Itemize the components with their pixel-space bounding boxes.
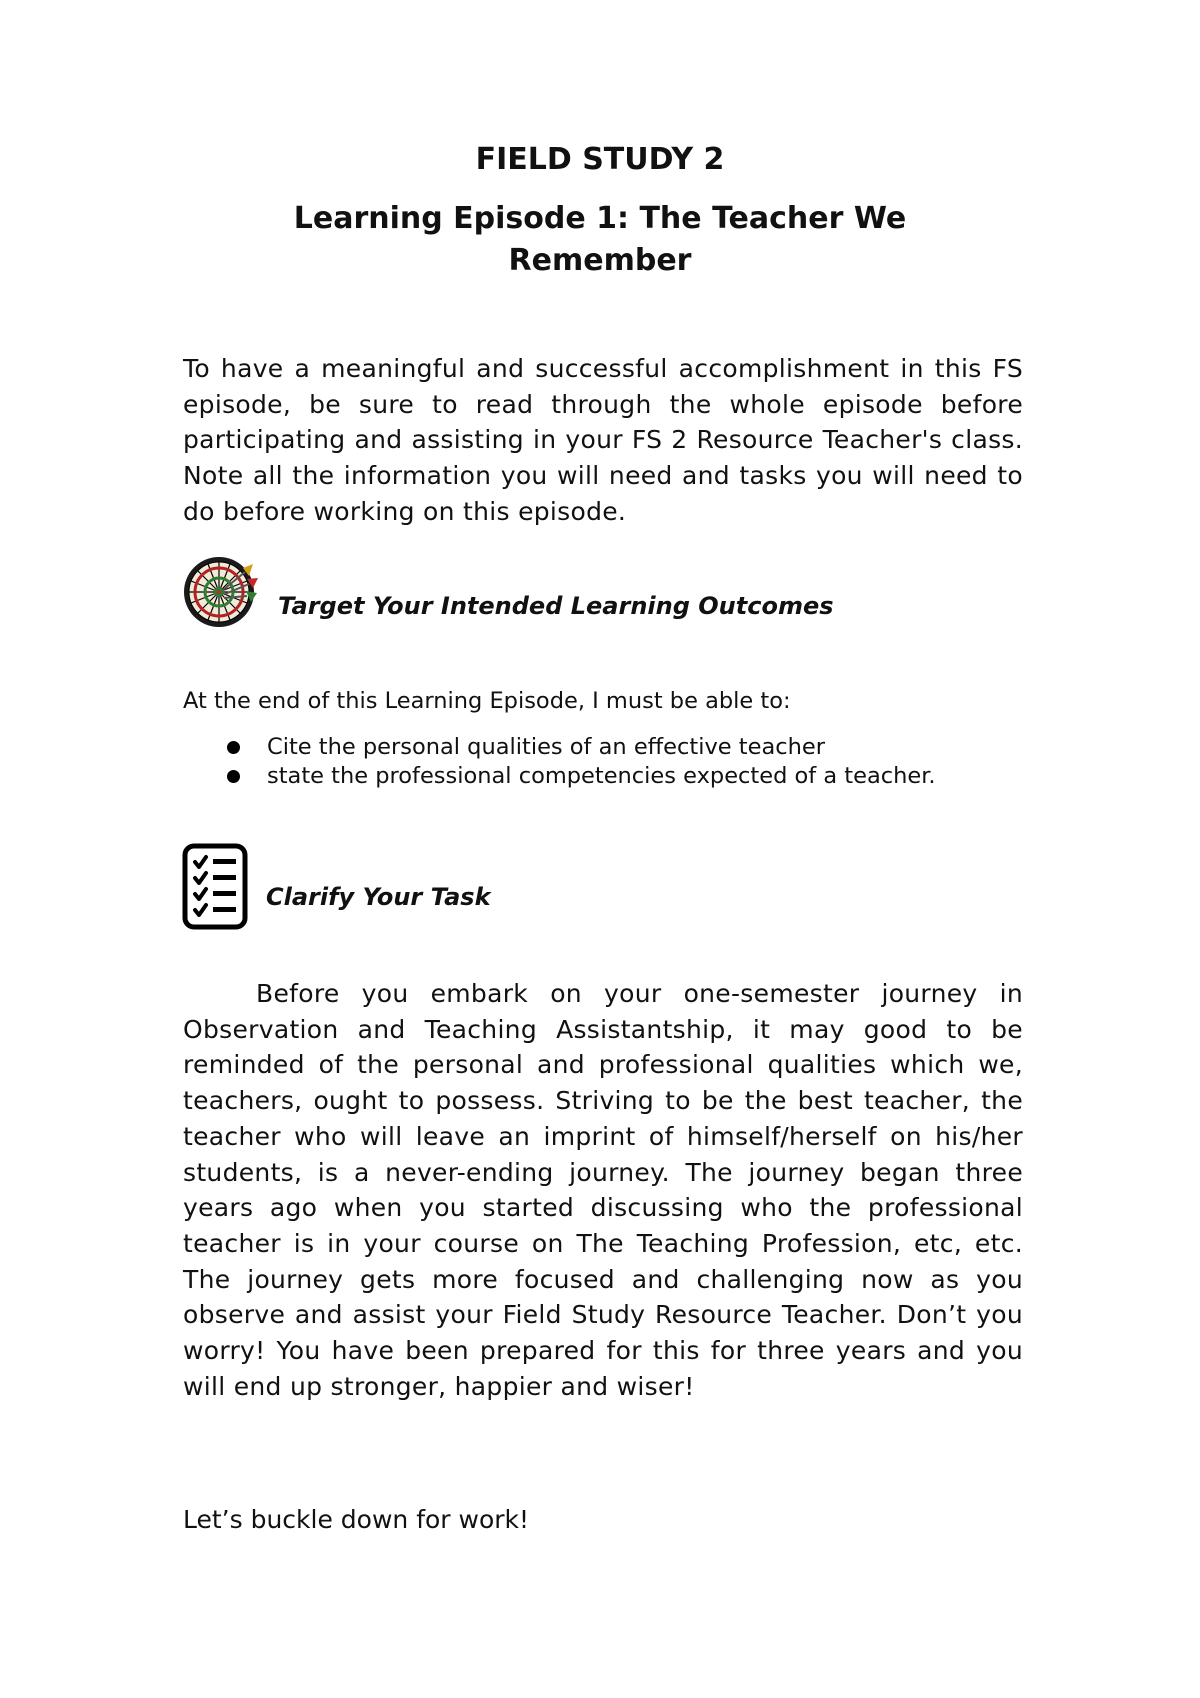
- episode-title: [0, 198, 1200, 282]
- document-title: FIELD STUDY 2: [475, 142, 725, 177]
- outcomes-lead: At the end of this Learning Episode, I must be able to:: [183, 688, 791, 714]
- outcomes-list: [225, 733, 936, 791]
- checklist-icon: [182, 843, 248, 930]
- closing-line: Let’s buckle down for work!: [183, 1505, 530, 1534]
- task-heading: Clarify Your Task: [266, 883, 491, 911]
- list-item: [225, 733, 936, 762]
- bullet-icon: [227, 770, 240, 783]
- episode-title-line1: Learning Episode 1: The Teacher We: [293, 201, 907, 236]
- list-item: [225, 762, 936, 791]
- list-item-text: Cite the personal qualities of an effective teacher: [267, 734, 825, 760]
- episode-title-line2: Remember: [508, 243, 692, 278]
- list-item-text: state the professional competencies expected of a teacher.: [267, 763, 936, 789]
- bullet-icon: [227, 741, 240, 754]
- task-body-paragraph: Before you embark on your one-semester journey in Observation and Teaching Assistantship, it may good to be reminded of the personal and professional qualities which we, teachers, ought to possess. Striving to be the best teacher, the teacher who will leave an imprint of himself/herself on his/her students, is a never-ending journey. The journey began three years ago when you started discussing who the professional teacher is in your course on The Teaching Profession, etc, etc. The journey gets more focused and challenging now as you observe and assist your Field Study Resource Teacher. Don’t you worry! You have been prepared for this for three years and you will end up stronger, happier and wiser!: [183, 979, 1023, 1401]
- dartboard-icon: [183, 548, 261, 632]
- outcomes-heading: Target Your Intended Learning Outcomes: [278, 592, 834, 620]
- intro-paragraph: To have a meaningful and successful accomplishment in this FS episode, be sure to read through the whole episode before participating and assisting in your FS 2 Resource Teacher's class. Note all the information you will need and tasks you will need to do before working on this episode.: [183, 354, 1023, 526]
